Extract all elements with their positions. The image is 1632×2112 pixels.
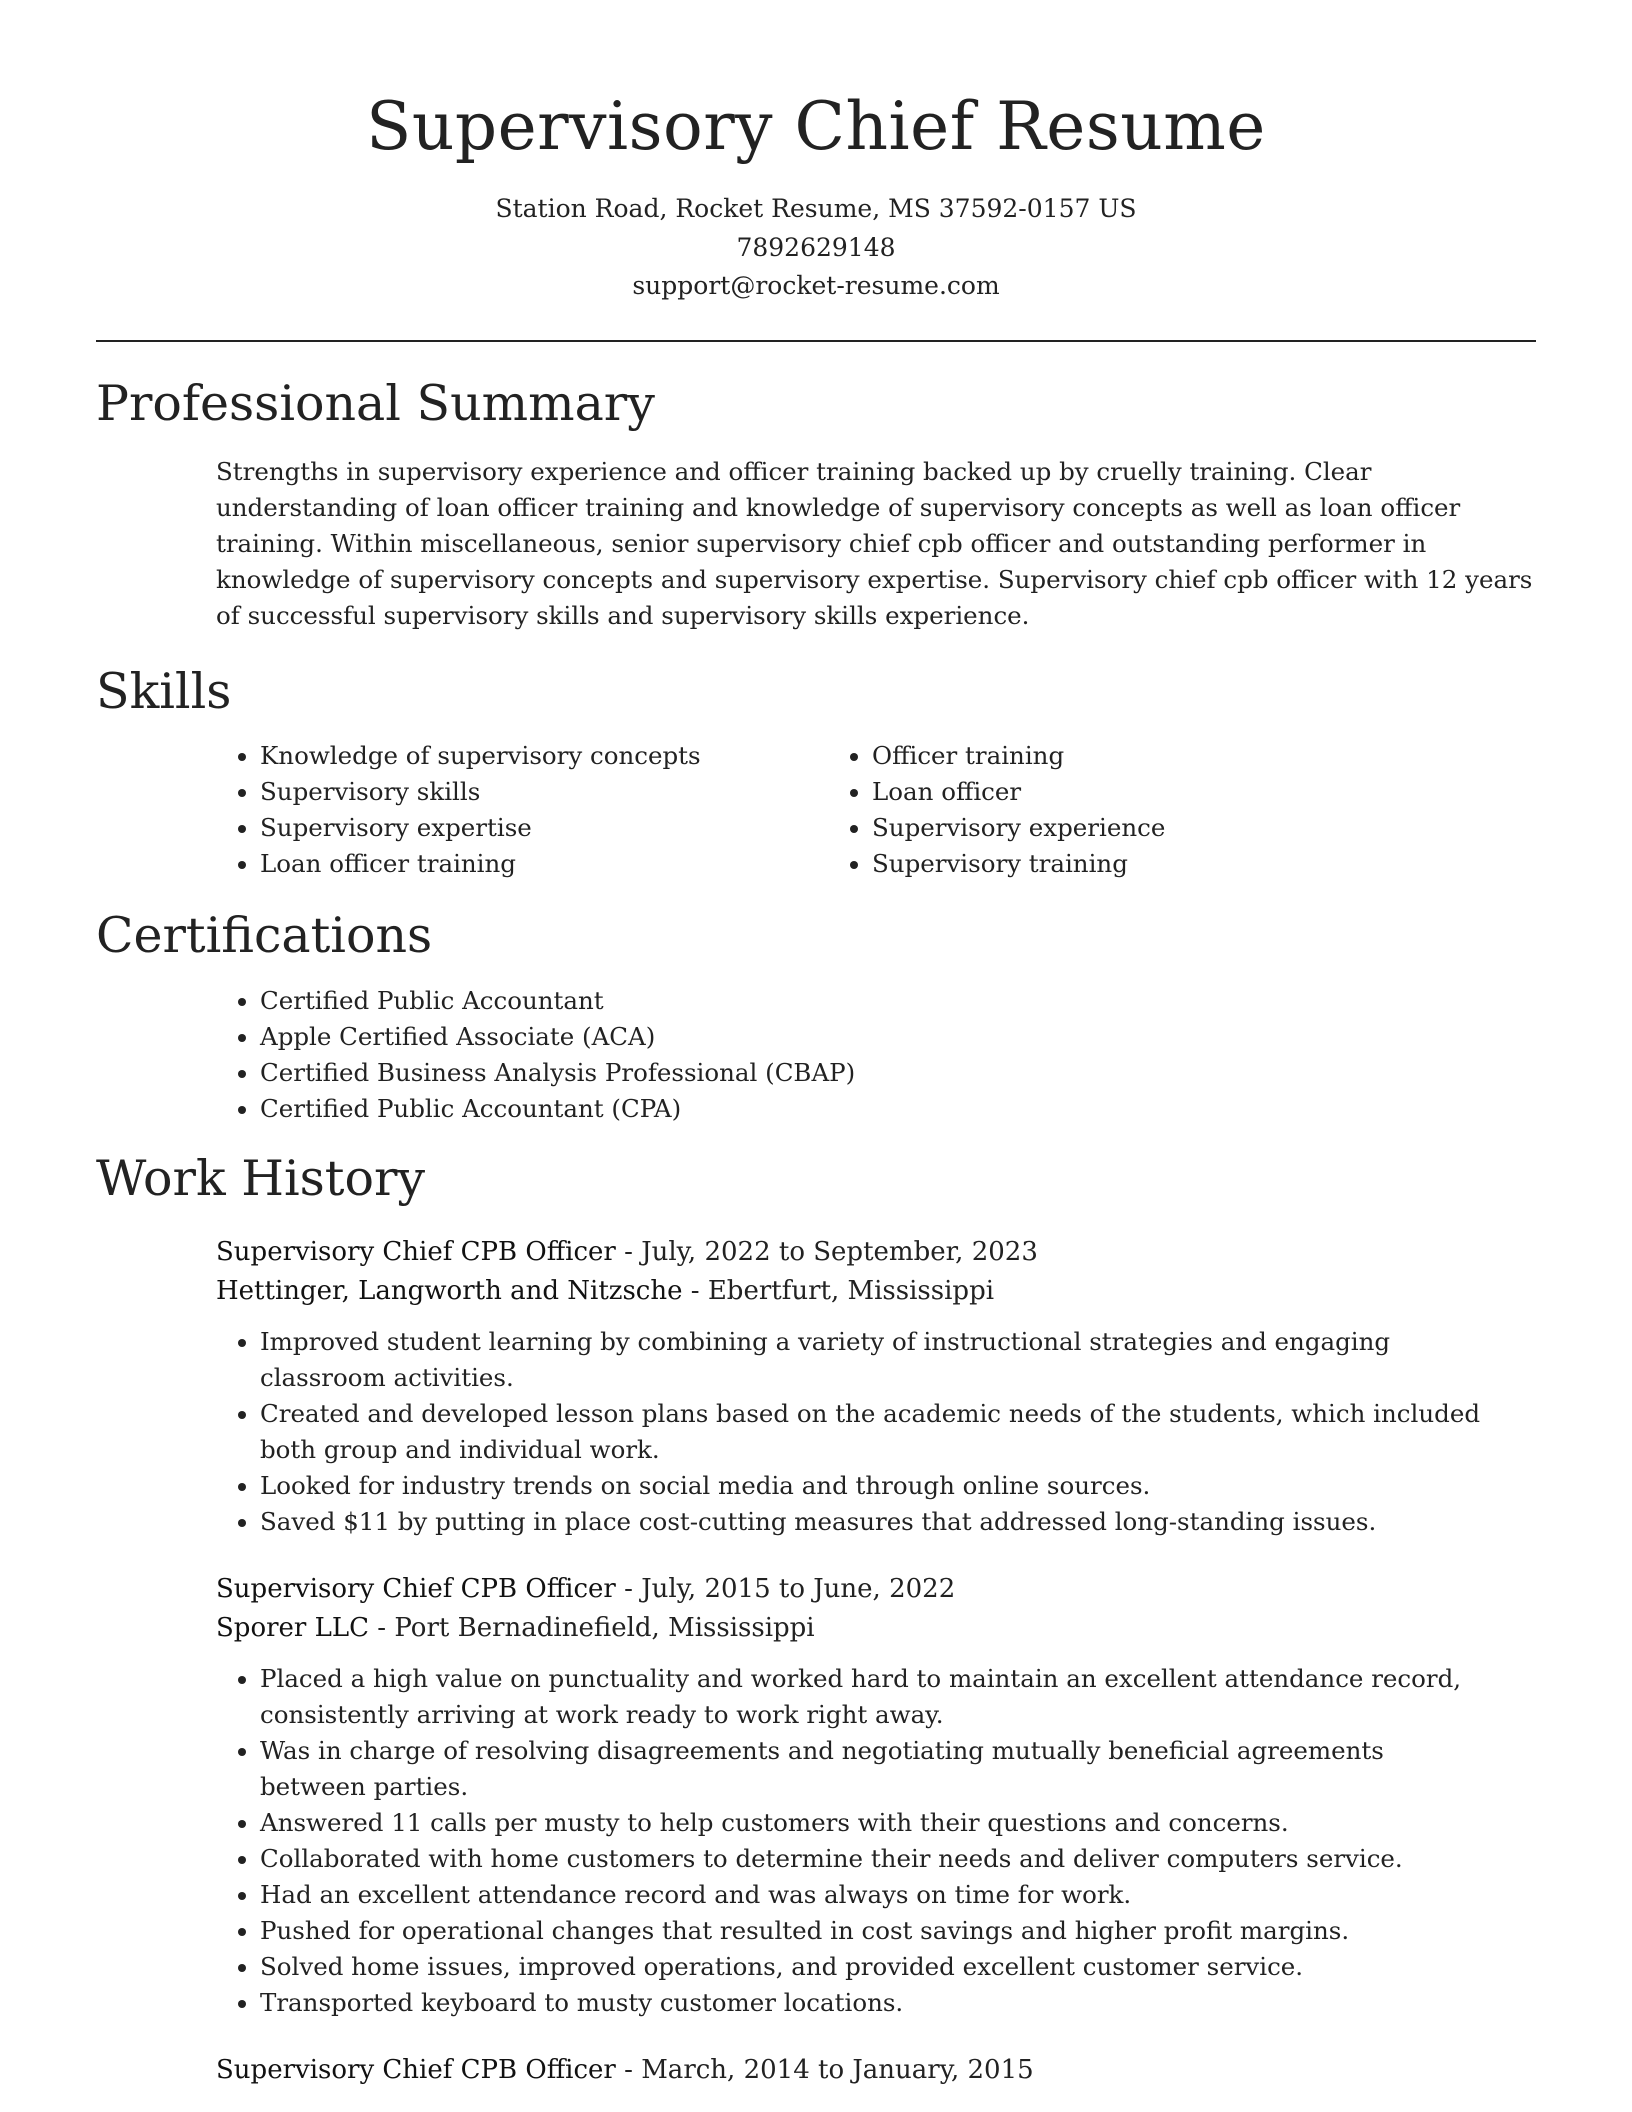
skill-item: • Officer training [872,738,1422,774]
job-location: - Ebertfurt, Mississippi [682,1275,995,1306]
job-dates: - July, 2015 to June, 2022 [615,1573,956,1604]
job-entry [216,2051,1536,2090]
summary-text: Strengths in supervisory experience and officer training backed up by cruelly training. Clear understanding of loan officer training and knowledge of supervisory concepts as well as loan officer training. Within miscellaneous, senior supervisory chief cpb officer and outstanding performer in knowledge of supervisory concepts and supervisory expertise. Supervisory chief cpb officer with 12 years of successful supervisory skills and supervisory skills experience. [216,456,1533,630]
job-bullets [216,1324,1490,1540]
certification-item: • Certified Public Accountant [260,983,1536,1019]
skills-column-left [216,738,822,882]
job-company: Hettinger, Langworth and Nitzsche [216,1275,683,1306]
job-bullet: • Looked for industry trends on social media and through online sources. [260,1468,1490,1504]
skill-item: • Supervisory training [872,846,1422,882]
skill-item: • Supervisory experience [872,810,1422,846]
job-bullet: • Pushed for operational changes that resulted in cost savings and higher profit margins. [260,1913,1490,1949]
job-entry [216,1233,1536,1540]
contact-email: support@rocket-resume.com [632,271,1000,300]
job-role-line [216,2051,1536,2090]
job-bullet: • Answered 11 calls per musty to help customers with their questions and concerns. [260,1805,1490,1841]
header-divider [96,340,1536,342]
job-location: - Port Bernadinefield, Mississippi [369,1612,815,1643]
skills-column-right [822,738,1422,882]
skill-item: • Loan officer training [260,846,822,882]
resume-page [96,0,1536,2090]
section-title-summary: Professional Summary [96,374,655,432]
job-bullets [216,1661,1490,2021]
job-entry [216,1570,1536,2021]
job-bullet: • Solved home issues, improved operations, and provided excellent customer service. [260,1949,1490,1985]
job-role: Supervisory Chief CPB Officer [216,1573,616,1604]
skill-item: • Supervisory expertise [260,810,822,846]
job-company-line [216,1272,1536,1311]
certifications-list [216,983,1536,1127]
job-role-line [216,1233,1536,1272]
job-dates: - July, 2022 to September, 2023 [615,1236,1038,1267]
section-title-work-history: Work History [96,1149,426,1207]
contact-info [96,190,1536,306]
certification-item: • Apple Certified Associate (ACA) [260,1019,1536,1055]
job-role: Supervisory Chief CPB Officer [216,1236,616,1267]
resume-header [96,0,1536,306]
job-bullet: • Transported keyboard to musty customer locations. [260,1985,1490,2021]
job-bullet: • Was in charge of resolving disagreements and negotiating mutually beneficial agreements between parties. [260,1733,1490,1805]
skills-grid [216,738,1536,882]
section-title-skills: Skills [96,662,232,720]
job-company-line [216,1609,1536,1648]
job-bullet: • Improved student learning by combining a variety of instructional strategies and engaging classroom activities. [260,1324,1490,1396]
job-bullet: • Collaborated with home customers to determine their needs and deliver computers service. [260,1841,1490,1877]
resume-title: Supervisory Chief Resume [366,88,1266,165]
skill-item: • Supervisory skills [260,774,822,810]
job-bullet: • Placed a high value on punctuality and worked hard to maintain an excellent attendance record, consistently arriving at work ready to work right away. [260,1661,1490,1733]
job-role: Supervisory Chief CPB Officer [216,2054,616,2085]
job-dates: - March, 2014 to January, 2015 [615,2054,1034,2085]
skill-item: • Loan officer [872,774,1422,810]
contact-address: Station Road, Rocket Resume, MS 37592-0157 US [495,194,1137,223]
section-title-certifications: Certifications [96,906,433,964]
skill-item: • Knowledge of supervisory concepts [260,738,822,774]
job-bullet: • Saved $11 by putting in place cost-cutting measures that addressed long-standing issues. [260,1504,1490,1540]
contact-phone: 7892629148 [736,232,896,262]
job-bullet: • Created and developed lesson plans based on the academic needs of the students, which included both group and individual work. [260,1396,1490,1468]
certification-item: • Certified Public Accountant (CPA) [260,1091,1536,1127]
certification-item: • Certified Business Analysis Professional (CBAP) [260,1055,1536,1091]
job-role-line [216,1570,1536,1609]
job-company: Sporer LLC [216,1612,370,1643]
job-bullet: • Had an excellent attendance record and was always on time for work. [260,1877,1490,1913]
